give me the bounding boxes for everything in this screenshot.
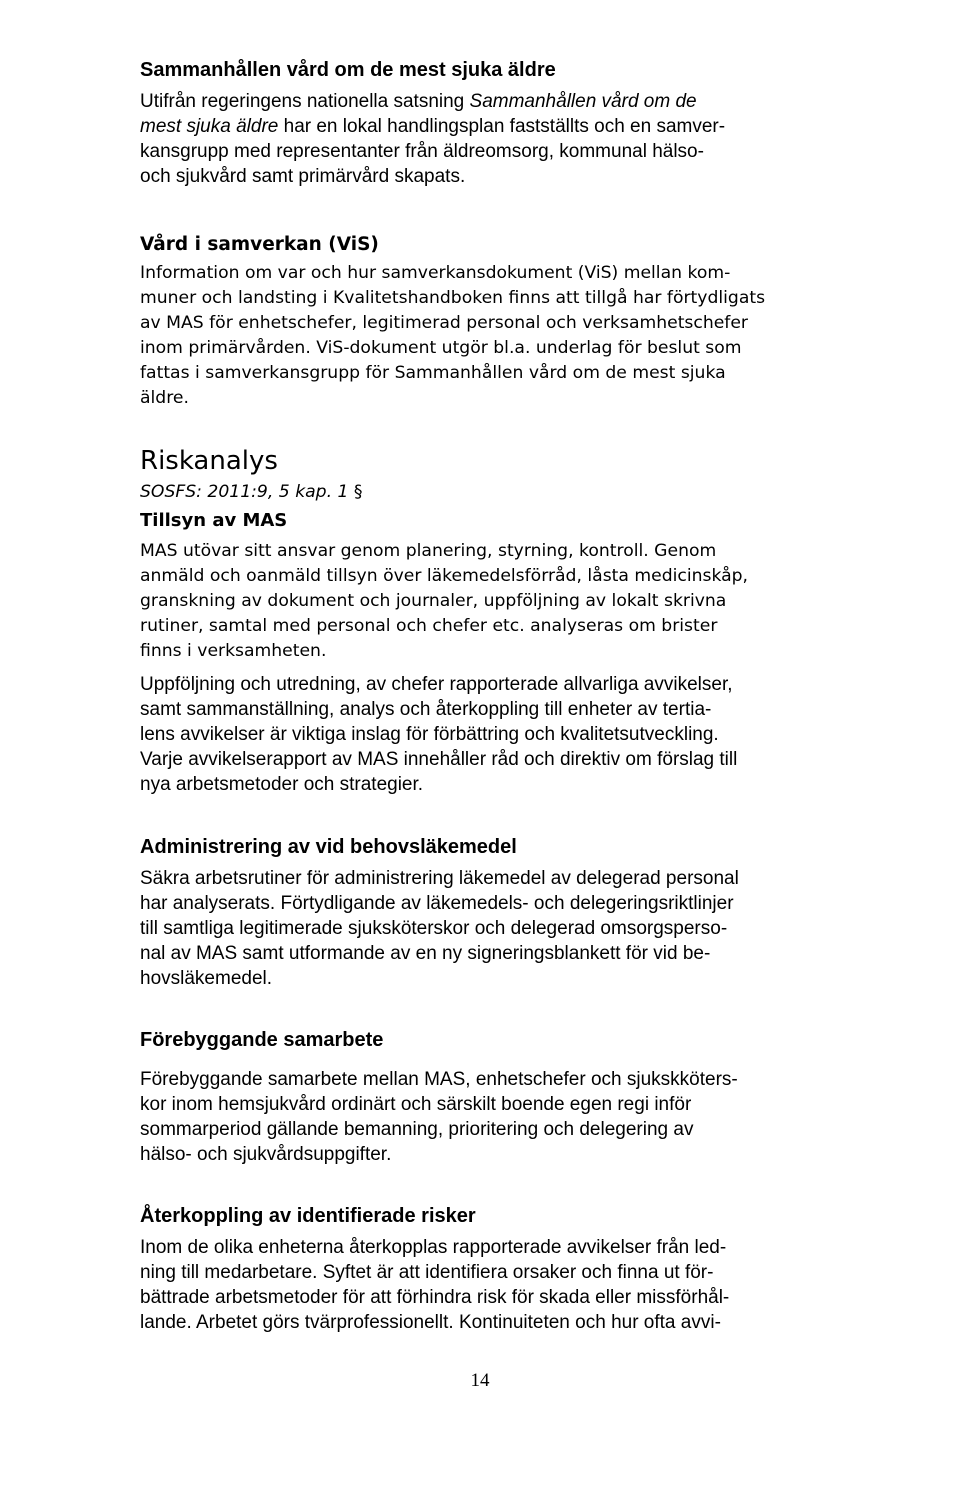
text-line: har analyserats. Förtydligande av läkemedels- och delegeringsriktlinjer xyxy=(140,893,734,914)
text-span: har en lokal handlingsplan fastställts och en samver- xyxy=(278,116,726,137)
sosfs-reference xyxy=(140,480,840,505)
text-line: samt sammanställning, analys och återkoppling till enheter av tertia- xyxy=(140,699,712,720)
text-line: rutiner, samtal med personal och chefer etc. analyseras om brister xyxy=(140,616,718,636)
text-line: av MAS för enhetschefer, legitimerad personal och verksamhetschefer xyxy=(140,313,748,333)
text-line: lens avvikelser är viktiga inslag för förbättring och kvalitetsutveckling. xyxy=(140,724,719,745)
text-line xyxy=(140,114,840,139)
text-line: nya arbetsmetoder och strategier. xyxy=(140,774,424,795)
italic-title-span: Sammanhållen vård om de xyxy=(469,91,697,112)
text-line: inom primärvården. ViS-dokument utgör bl.a. underlag för beslut som xyxy=(140,338,742,358)
italic-title-span: mest sjuka äldre xyxy=(140,116,279,137)
text-line: hovsläkemedel. xyxy=(140,968,273,989)
text-line: kansgrupp med representanter från äldreomsorg, kommunal hälso- xyxy=(140,141,704,162)
text-line: Förebyggande samarbete mellan MAS, enhetschefer och sjukskköters- xyxy=(140,1069,738,1090)
text-line: Inom de olika enheterna återkopplas rapporterade avvikelser från led- xyxy=(140,1237,727,1258)
section-heading-aterkoppling: Återkoppling av identifierade risker xyxy=(140,1205,476,1227)
text-line: granskning av dokument och journaler, uppföljning av lokalt skrivna xyxy=(140,591,727,611)
paragraph-aterkoppling xyxy=(140,1235,840,1335)
text-line: finns i verksamheten. xyxy=(140,641,327,661)
text-line: äldre. xyxy=(140,388,189,408)
text-line: muner och landsting i Kvalitetshandboken finns att tillgå har förtydligats xyxy=(140,288,766,308)
paragraph-vis xyxy=(140,261,840,411)
text-span: Utifrån regeringens nationella satsning xyxy=(140,91,470,112)
paragraph-sammanhallen xyxy=(140,89,840,189)
text-line: Varje avvikelserapport av MAS innehåller råd och direktiv om förslag till xyxy=(140,749,738,770)
text-line: ning till medarbetare. Syftet är att identifiera orsaker och finna ut för- xyxy=(140,1262,714,1283)
document-page xyxy=(140,58,840,1335)
text-line: och sjukvård samt primärvård skapats. xyxy=(140,166,466,187)
text-line: kor inom hemsjukvård ordinärt och särskilt boende egen regi inför xyxy=(140,1094,692,1115)
text-line: Uppföljning och utredning, av chefer rapporterade allvarliga avvikelser, xyxy=(140,674,733,695)
paragraph-forebyggande xyxy=(140,1067,840,1167)
text-line: hälso- och sjukvårdsuppgifter. xyxy=(140,1144,392,1165)
text-line: fattas i samverkansgrupp för Sammanhållen vård om de mest sjuka xyxy=(140,363,726,383)
text-line: anmäld och oanmäld tillsyn över läkemedelsförråd, låsta medicinskåp, xyxy=(140,566,749,586)
text-line: Säkra arbetsrutiner för administrering läkemedel av delegerad personal xyxy=(140,868,739,889)
text-line: till samtliga legitimerade sjuksköterskor och delegerad omsorgsperso- xyxy=(140,918,728,939)
text-line: lande. Arbetet görs tvärprofessionellt. Kontinuiteten och hur ofta avvi- xyxy=(140,1312,721,1333)
text-line: MAS utövar sitt ansvar genom planering, styrning, kontroll. Genom xyxy=(140,541,717,561)
section-heading-vis: Vård i samverkan (ViS) xyxy=(140,234,379,255)
paragraph-symbol: § xyxy=(353,482,363,502)
text-line: bättrade arbetsmetoder för att förhindra risk för skada eller missförhål- xyxy=(140,1287,730,1308)
text-line: Information om var och hur samverkansdokument (ViS) mellan kom- xyxy=(140,263,731,283)
section-heading-forebyggande: Förebyggande samarbete xyxy=(140,1029,384,1051)
section-heading-sammanhallen: Sammanhållen vård om de mest sjuka äldre xyxy=(140,59,556,81)
paragraph-tillsyn xyxy=(140,539,840,664)
text-line: sommarperiod gällande bemanning, prioritering och delegering av xyxy=(140,1119,694,1140)
text-line: nal av MAS samt utformande av en ny signeringsblankett för vid be- xyxy=(140,943,711,964)
paragraph-administrering xyxy=(140,866,840,991)
text-line xyxy=(140,89,840,114)
paragraph-uppfoljning xyxy=(140,672,840,797)
page-number: 14 xyxy=(470,1370,490,1391)
subheading-tillsyn: Tillsyn av MAS xyxy=(140,510,288,531)
section-heading-administrering: Administrering av vid behovsläkemedel xyxy=(140,836,517,858)
sosfs-text: SOSFS: 2011:9, 5 kap. 1 xyxy=(140,482,354,502)
section-heading-riskanalys: Riskanalys xyxy=(140,446,278,476)
